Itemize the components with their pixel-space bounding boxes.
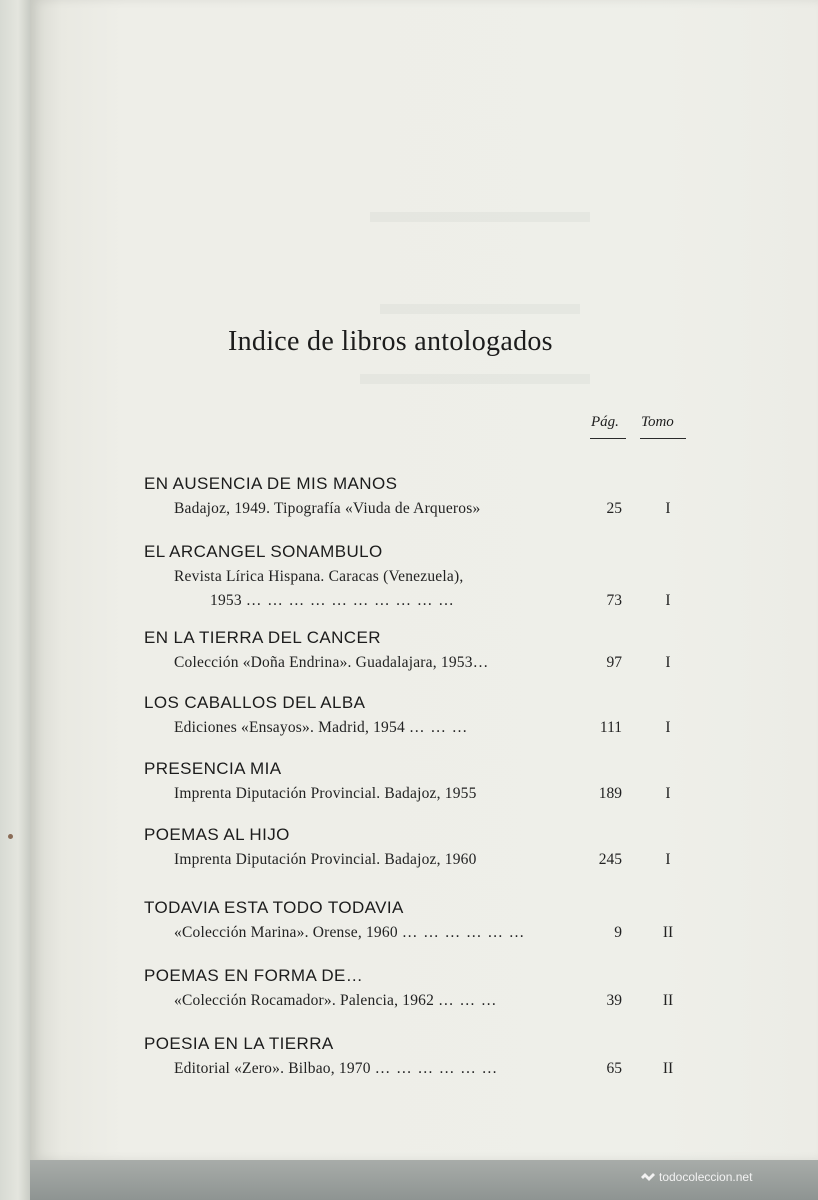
entry-detail-text: Revista Lírica Hispana. Caracas (Venezuela), (174, 568, 464, 585)
entry-details (174, 500, 480, 518)
entry-detail-text: «Colección Rocamador». Palencia, 1962 (174, 992, 435, 1009)
entry-title: LOS CABALLOS DEL ALBA (144, 693, 366, 712)
entry-details (174, 924, 525, 942)
entry-volume: I (665, 654, 671, 671)
entry-title: POEMAS AL HIJO (144, 825, 290, 844)
entry-detail-text: Ediciones «Ensayos». Madrid, 1954 (174, 719, 405, 736)
entry-details (174, 992, 497, 1010)
entry-title: POESIA EN LA TIERRA (144, 1034, 334, 1053)
entry-title: EN LA TIERRA DEL CANCER (144, 628, 381, 647)
entry-detail-text: Editorial «Zero». Bilbao, 1970 (174, 1060, 371, 1077)
entry-volume: II (662, 1060, 674, 1077)
dot-leaders: … … … (408, 719, 469, 736)
book-spine (0, 0, 30, 1200)
entry-page-number: 25 (606, 500, 622, 517)
entry-title: EL ARCANGEL SONAMBULO (144, 542, 383, 561)
watermark (640, 1170, 752, 1184)
entry-details (174, 785, 477, 803)
entry-detail-text: Badajoz, 1949. Tipografía «Viuda de Arqueros» (174, 500, 481, 517)
entry-details (210, 592, 455, 610)
bleed-through-shadow (380, 304, 580, 314)
entry-volume: I (665, 719, 671, 736)
entry-title: POEMAS EN FORMA DE… (144, 966, 364, 985)
column-rule-page (590, 438, 626, 439)
dot-leaders: … … … … … … … … … … (245, 592, 455, 609)
column-header-page: Pág. (591, 414, 619, 430)
entry-detail-text: Colección «Doña Endrina». Guadalajara, 1953… (174, 654, 489, 671)
column-rule-volume (640, 438, 686, 439)
entry-volume: I (665, 592, 671, 609)
entry-page-number: 245 (598, 851, 622, 868)
entry-page-number: 111 (599, 719, 622, 736)
entry-details (174, 568, 463, 586)
entry-volume: I (665, 500, 671, 517)
dot-leaders: … … … … … … (374, 1060, 499, 1077)
entry-title: EN AUSENCIA DE MIS MANOS (144, 474, 398, 493)
entry-details (174, 851, 477, 869)
watermark-text: todocoleccion.net (659, 1170, 753, 1184)
entry-title: TODAVIA ESTA TODO TODAVIA (144, 898, 404, 917)
bleed-through-shadow (370, 212, 590, 222)
entry-detail-text: Imprenta Diputación Provincial. Badajoz, 1960 (174, 851, 477, 868)
entry-detail-text: 1953 (210, 592, 242, 609)
entry-page-number: 73 (606, 592, 622, 609)
entry-details (174, 654, 488, 672)
entry-detail-text: Imprenta Diputación Provincial. Badajoz, 1955 (174, 785, 477, 802)
paper-spot (8, 834, 13, 839)
entry-page-number: 97 (606, 654, 622, 671)
todocoleccion-logo-icon (640, 1171, 656, 1183)
entry-page-number: 9 (614, 924, 622, 941)
bleed-through-shadow (360, 374, 590, 384)
page-title: Indice de libros antologados (228, 326, 553, 357)
entry-details (174, 719, 468, 737)
entry-volume: II (662, 992, 674, 1009)
dot-leaders: … … … (438, 992, 498, 1009)
entry-page-number: 65 (606, 1060, 622, 1077)
entry-title: PRESENCIA MIA (144, 759, 282, 778)
dot-leaders: … … … … … … (401, 924, 526, 941)
entry-volume: I (665, 785, 671, 802)
entry-details (174, 1060, 498, 1078)
entry-volume: II (662, 924, 674, 941)
entry-page-number: 39 (606, 992, 622, 1009)
column-header-volume: Tomo (641, 414, 674, 430)
entry-detail-text: «Colección Marina». Orense, 1960 (174, 924, 398, 941)
entry-volume: I (665, 851, 671, 868)
entry-page-number: 189 (598, 785, 622, 802)
